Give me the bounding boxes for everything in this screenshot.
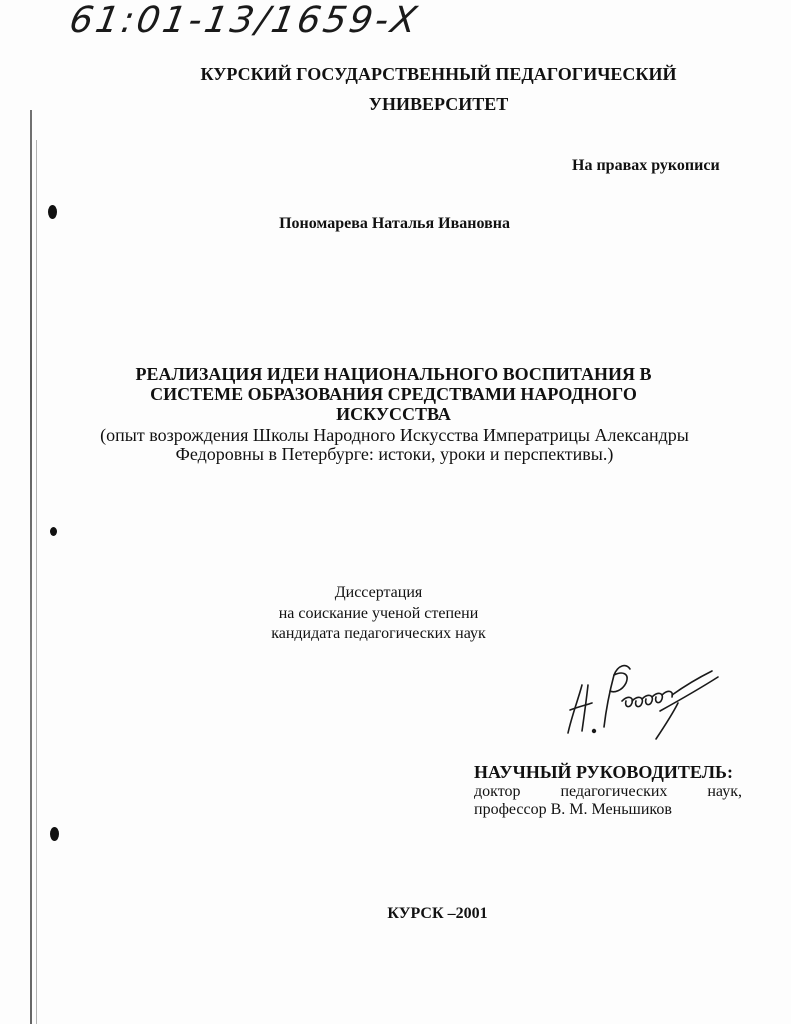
supervisor-name: профессор В. М. Меньшиков — [474, 801, 672, 818]
thesis-title-line3: ИСКУССТВА — [336, 404, 451, 424]
dissertation-degree-line2: кандидата педагогических наук — [271, 625, 486, 642]
supervisor-degree — [474, 783, 742, 801]
supervisor-degree-word: наук, — [707, 783, 742, 800]
handwritten-archive-code: 61:01-13/1659-Х — [66, 0, 423, 41]
dissertation-label: Диссертация — [334, 584, 423, 601]
supervisor-heading: НАУЧНЫЙ РУКОВОДИТЕЛЬ: — [474, 762, 733, 782]
city-year: КУРСК –2001 — [387, 905, 488, 922]
scientific-supervisor-block — [474, 762, 742, 819]
author-signature — [560, 655, 730, 745]
author-name: Пономарева Наталья Ивановна — [279, 215, 510, 232]
thesis-title-line2: СИСТЕМЕ ОБРАЗОВАНИЯ СРЕДСТВАМИ НАРОДНОГО — [150, 384, 637, 404]
scan-dot-mark — [50, 527, 57, 536]
thesis-subtitle-line2: Федоровны в Петербурге: истоки, уроки и перспективы.) — [175, 444, 614, 464]
thesis-title-line1: РЕАЛИЗАЦИЯ ИДЕИ НАЦИОНАЛЬНОГО ВОСПИТАНИЯ В — [135, 364, 652, 384]
supervisor-degree-word: доктор — [474, 783, 521, 800]
scan-dot-mark — [50, 827, 59, 841]
thesis-subtitle-line1: (опыт возрождения Школы Народного Искусства Императрицы Александры — [100, 425, 689, 445]
university-name-line2: УНИВЕРСИТЕТ — [368, 94, 509, 114]
scan-edge-line — [30, 110, 32, 1024]
dissertation-degree-line1: на соискание ученой степени — [278, 605, 479, 622]
manuscript-rights-label: На правах рукописи — [572, 157, 720, 174]
supervisor-degree-word: педагогических — [560, 783, 668, 800]
scan-edge-line-secondary — [36, 140, 37, 1024]
university-name-line1: КУРСКИЙ ГОСУДАРСТВЕННЫЙ ПЕДАГОГИЧЕСКИЙ — [200, 64, 677, 84]
